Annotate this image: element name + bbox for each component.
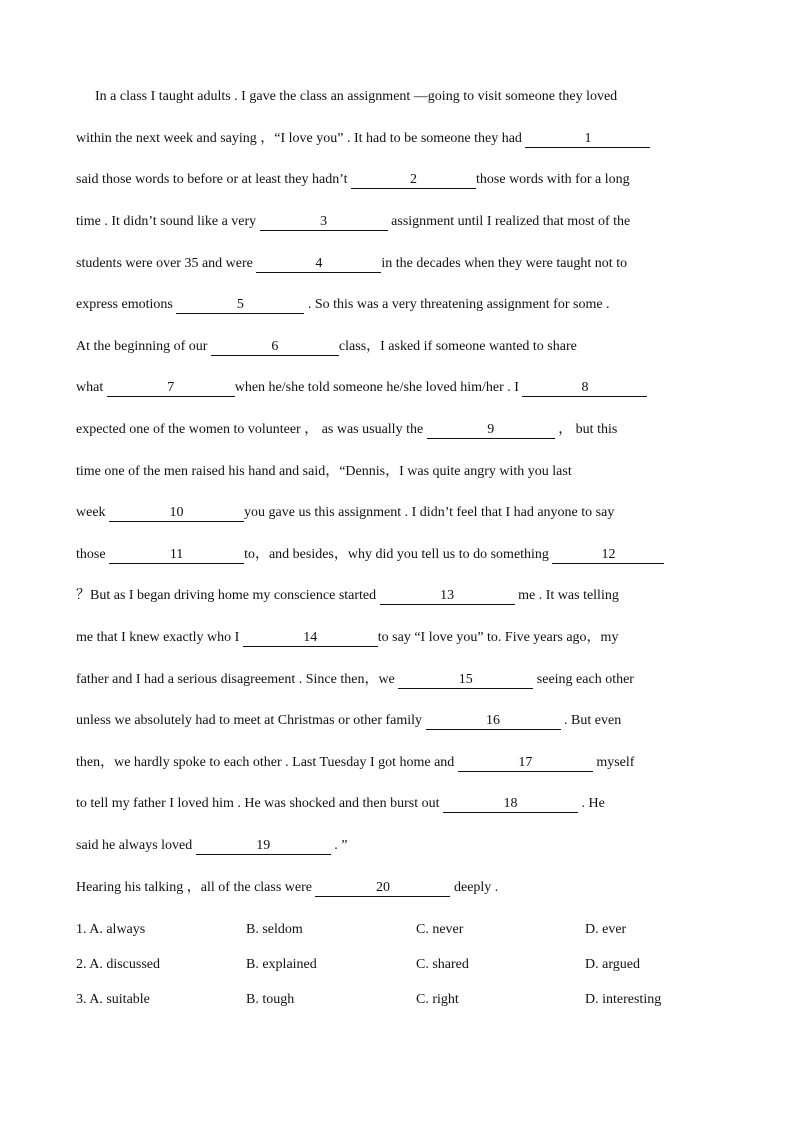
passage-text: deeply . (450, 880, 499, 895)
blank-8: 8 (522, 380, 647, 397)
option-1-b: B. seldom (246, 922, 303, 937)
option-2-b: B. explained (246, 957, 317, 972)
passage-text: to，and besides，why did you tell us to do something (244, 547, 553, 562)
passage-text: what (76, 380, 107, 395)
passage-text: within the next week and saying ，“I love you” . It had to be someone they had (76, 131, 526, 146)
blank-10: 10 (109, 505, 244, 522)
passage-text: father and I had a serious disagreement . Since then，we (76, 672, 399, 687)
option-row-3 (76, 990, 721, 1010)
blank-1: 1 (525, 131, 650, 148)
passage-text: those (76, 547, 110, 562)
option-1-d: D. ever (585, 922, 627, 937)
passage-text: students were over 35 and were (76, 256, 257, 271)
passage-text: time . It didn’t sound like a very (76, 214, 260, 229)
passage-text: to tell my father I loved him . He was shocked and then burst out (76, 796, 444, 811)
blank-13: 13 (380, 588, 515, 605)
option-1-c: C. never (416, 922, 464, 937)
passage-text: seeing each other (533, 672, 634, 687)
passage-text: myself (592, 755, 635, 770)
option-2-c: C. shared (416, 957, 469, 972)
passage-line-1 (76, 129, 721, 149)
passage-text: assignment until I realized that most of the (387, 214, 631, 229)
passage-line-11 (76, 545, 721, 565)
option-3-c: C. right (416, 992, 459, 1007)
passage-text: week (76, 505, 110, 520)
blank-16: 16 (426, 713, 561, 730)
option-2-d: D. argued (585, 957, 640, 972)
passage-text: class，I asked if someone wanted to share (338, 339, 577, 354)
passage-line-7 (76, 378, 721, 398)
blank-3: 3 (260, 214, 388, 231)
passage-text: in the decades when they were taught not to (381, 256, 628, 271)
passage-text: then，we hardly spoke to each other . Last Tuesday I got home and (76, 755, 458, 770)
passage-line-19 (76, 878, 721, 898)
option-row-2 (76, 955, 721, 975)
passage-text: . So this was a very threatening assignment for some . (304, 297, 610, 312)
blank-18: 18 (443, 796, 578, 813)
passage-text: said those words to before or at least they hadn’t (76, 172, 352, 187)
passage-line-5 (76, 295, 721, 315)
option-3-b: B. tough (246, 992, 295, 1007)
passage-line-9 (76, 462, 721, 482)
passage-line-2 (76, 170, 721, 190)
blank-12: 12 (552, 547, 664, 564)
option-3-d: D. interesting (585, 992, 662, 1007)
option-3-a: 3. A. suitable (76, 992, 150, 1007)
passage-line-14 (76, 670, 721, 690)
passage-text: Hearing his talking ，all of the class were (76, 880, 316, 895)
passage-line-16 (76, 753, 721, 773)
blank-9: 9 (427, 422, 555, 439)
passage-text: time one of the men raised his hand and said，“Dennis，I was quite angry with you last (76, 464, 572, 479)
passage-line-0 (76, 87, 721, 107)
blank-14: 14 (243, 630, 378, 647)
passage-text: At the beginning of our (76, 339, 211, 354)
passage-line-18 (76, 836, 721, 856)
passage-text: express emotions (76, 297, 177, 312)
passage-text: to say “I love you” to. Five years ago，my (377, 630, 619, 645)
passage-line-17 (76, 794, 721, 814)
blank-7: 7 (107, 380, 235, 397)
option-row-1 (76, 920, 721, 940)
passage-text: expected one of the women to volunteer ， as was usually the (76, 422, 427, 437)
blank-2: 2 (351, 172, 476, 189)
passage-text: me that I knew exactly who I (76, 630, 243, 645)
passage-line-10 (76, 503, 721, 523)
passage-line-6 (76, 337, 721, 357)
passage-text: when he/she told someone he/she loved him/her . I (234, 380, 523, 395)
passage-text: ？But as I began driving home my conscience started (76, 588, 380, 603)
passage-text: . But even (560, 713, 622, 728)
passage-text: you gave us this assignment . I didn’t feel that I had anyone to say (244, 505, 615, 520)
blank-20: 20 (315, 880, 450, 897)
passage-line-15 (76, 711, 721, 731)
blank-5: 5 (176, 297, 304, 314)
passage-text: said he always loved (76, 838, 196, 853)
passage-text: . ” (330, 838, 348, 853)
passage-line-13 (76, 628, 721, 648)
blank-15: 15 (398, 672, 533, 689)
passage-text: me . It was telling (514, 588, 619, 603)
passage-text: those words with for a long (476, 172, 630, 187)
blank-4: 4 (256, 256, 381, 273)
passage-text: In a class I taught adults . I gave the class an assignment —going to visit someone they loved (95, 89, 618, 104)
option-2-a: 2. A. discussed (76, 957, 160, 972)
blank-19: 19 (196, 838, 331, 855)
passage-text: ， but this (554, 422, 618, 437)
passage-line-3 (76, 212, 721, 232)
passage-text: . He (578, 796, 605, 811)
passage-line-8 (76, 420, 721, 440)
blank-11: 11 (109, 547, 244, 564)
blank-6: 6 (211, 339, 339, 356)
blank-17: 17 (458, 755, 593, 772)
option-1-a: 1. A. always (76, 922, 146, 937)
passage-line-4 (76, 254, 721, 274)
passage-line-12 (76, 586, 721, 606)
passage-text: unless we absolutely had to meet at Christmas or other family (76, 713, 426, 728)
